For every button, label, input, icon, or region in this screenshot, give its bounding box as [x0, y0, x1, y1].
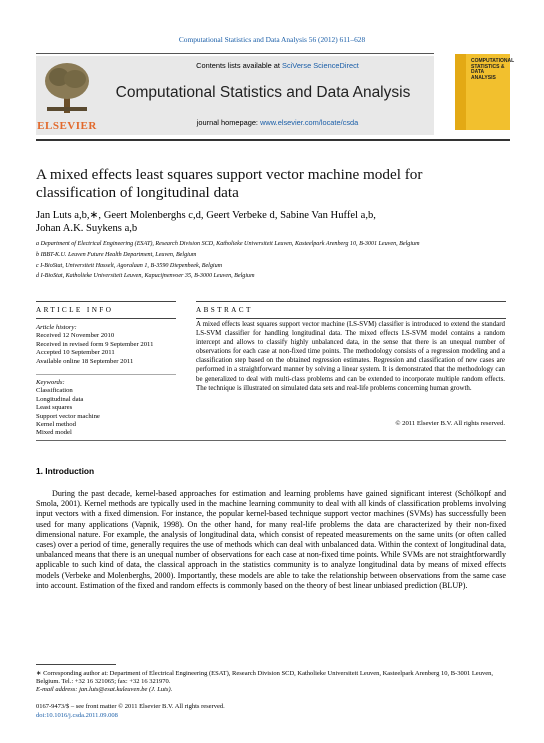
history-item: Received in revised form 9 September 2011: [36, 340, 154, 348]
article-info-top-rule: [36, 301, 176, 302]
abstract-top-rule: [196, 301, 506, 302]
keyword-item: Kernel method: [36, 421, 76, 429]
paper-title-line-1: A mixed effects least squares support vector machine model for: [36, 166, 423, 183]
keyword-item: Classification: [36, 387, 73, 395]
keyword-item: Longitudinal data: [36, 395, 84, 403]
footnote-rule: [36, 664, 116, 665]
keywords-rule: [36, 374, 176, 375]
homepage-link[interactable]: www.elsevier.com/locate/csda: [260, 118, 359, 127]
keyword-item: Mixed model: [36, 429, 72, 437]
history-label: Article history:: [36, 324, 77, 331]
doi-link[interactable]: doi:10.1016/j.csda.2011.09.008: [36, 712, 118, 719]
issn-line: 0167-9473/$ – see front matter © 2011 Elsevier B.V. All rights reserved.: [36, 703, 225, 710]
introduction-paragraph: During the past decade, kernel-based approaches for estimation and learning problems have gained significant interest (Schölkopf and Smola, 2001). Kernel methods are typically used in the machine learning community to deal with all kinds of classification problems involving input vectors with a fixed dimension. For instance, the popular kernel-based technique support vector machines (SVMs) has successfully been used for many applications (Vapnik, 1998). On the other hand, for many real-life problems the data are characterized by their non-fixed dimensional nature. For example, the analysis of longitudinal data, which consist of repeated measurements on the same units (or often called cases) over a period of time, generally requires the use of methods which can deal with unbalanced data. Within the context of longitudinal data, unbalanced means that there is an unequal number of observations for each case at non-fixed time points. While SVMs are not straightforwardly applicable to such kind of data, the classical approach in the statistics community is to analyze longitudinal data by means of mixed effects models (Verbeke and Molenberghs, 2000). Importantly, these models are able to take the relationship between observations from the same case into account. Estimation of the fixed and random effects is commonly based on the theory of best linear unbiased prediction (BLUP).: [36, 489, 506, 590]
abstract-rule: [196, 318, 506, 319]
contents-prefix: Contents lists available at: [196, 61, 280, 70]
introduction-heading: 1. Introduction: [36, 466, 95, 476]
journal-reference[interactable]: Computational Statistics and Data Analysis 56 (2012) 611–628: [178, 35, 366, 44]
abstract-text: A mixed effects least squares support vector machine (LS-SVM) classifier is introduced to extend the standard LS-SVM classifier for handling longitudinal data. The mixed effects LS-SVM model contains a random intercept and allows to classify highly unbalanced data, in the sense that there is an unequal number of observations for each case at non-fixed time points. The methodology consists of a regression modeling and a classification step based on the obtained regression estimates. Regression and classification of new cases are performed in a straightforward manner by solving a linear system. It is demonstrated that the methodology can be generalized to deal with multi-class problems and can be extended to incorporate multiple random effects. The technique is illustrated on simulated data sets and real-life problems concerning human growth.: [196, 321, 505, 392]
paper-title-line-2: classification of longitudinal data: [36, 184, 239, 201]
authors-line-2: Johan A.K. Suykens a,b: [36, 223, 138, 234]
header-top-rule: [36, 53, 434, 54]
affiliation-a: a Department of Electrical Engineering (ESAT), Research Division SCD, Katholieke Universiteit Leuven, Kasteelpark Arenberg 10, B-3001 Leuven, Belgium: [36, 241, 420, 247]
sciencedirect-link[interactable]: SciVerse ScienceDirect: [282, 61, 359, 70]
journal-cover-thumbnail[interactable]: [455, 54, 515, 130]
keywords: [36, 379, 186, 438]
history-item: Received 12 November 2010: [36, 332, 115, 340]
history-item: Accepted 10 September 2011: [36, 349, 115, 357]
article-info-rule: [36, 318, 176, 319]
paper-title: [36, 166, 516, 202]
author-list: [36, 209, 516, 235]
corresponding-author-note: ∗ Corresponding author at: Department of Electrical Engineering (ESAT), Research Division SCD, Katholieke Universiteit Leuven, Kasteelpark Arenberg 10, B-3001 Leuven, Belgium. Tel.: +32 16 321065; fax: +32 16 321970.: [36, 670, 493, 686]
homepage-prefix: journal homepage:: [196, 118, 258, 127]
authors-line-1: Jan Luts a,b,∗, Geert Molenberghs c,d, Geert Verbeke d, Sabine Van Huffel a,b,: [36, 210, 376, 221]
abstract-heading: ABSTRACT: [196, 306, 253, 314]
email-note[interactable]: E-mail address: jan.luts@esat.kuleuven.be (J. Luts).: [36, 686, 173, 694]
history-item: Available online 18 September 2011: [36, 357, 134, 365]
keywords-label: Keywords:: [36, 379, 65, 386]
header-bottom-rule: [36, 139, 510, 141]
article-history: [36, 324, 186, 366]
issn-block: [36, 702, 506, 720]
affiliation-b: b IBBT-K.U. Leuven Future Health Department, Leuven, Belgium: [36, 252, 197, 258]
homepage-line: [125, 118, 430, 127]
journal-title: Computational Statistics and Data Analysis: [115, 84, 411, 101]
keyword-item: Least squares: [36, 404, 73, 412]
affiliation-d: d I-BioStat, Katholieke Universiteit Leuven, Kapucijnenvoer 35, B-3000 Leuven, Belgium: [36, 273, 255, 279]
footnote: [36, 670, 506, 695]
cover-spine: [455, 54, 466, 130]
affiliation-c: c I-BioStat, Universiteit Hasselt, Agoralaan 1, B-3590 Diepenbeek, Belgium: [36, 263, 223, 269]
elsevier-wordmark: ELSEVIER: [37, 120, 97, 132]
abstract-bottom-rule: [36, 440, 506, 441]
article-info-heading: ARTICLE INFO: [36, 306, 114, 314]
abstract-copyright: © 2011 Elsevier B.V. All rights reserved.: [395, 420, 505, 427]
keyword-item: Support vector machine: [36, 412, 100, 420]
contents-line: [125, 61, 430, 70]
cover-title: COMPUTATIONAL STATISTICS & DATA ANALYSIS: [471, 58, 515, 81]
